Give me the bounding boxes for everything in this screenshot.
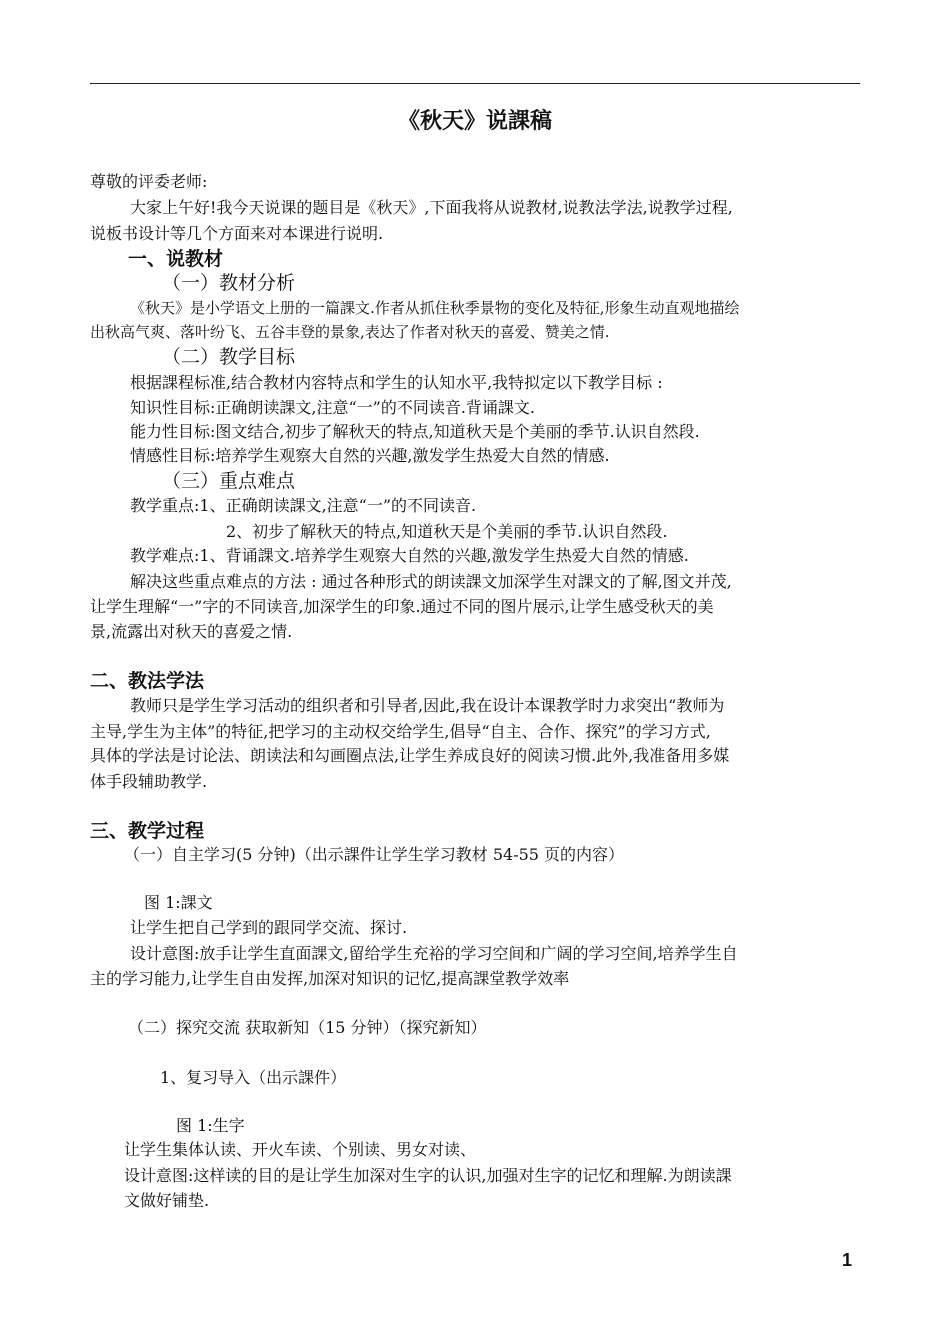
step-2: （二）探究交流 获取新知（15 分钟）（探究新知） <box>128 1018 487 1037</box>
analysis-line-2: 出秋高气爽、落叶纷飞、五谷丰登的景象,表达了作者对秋天的喜爱、赞美之情. <box>90 323 610 341</box>
method-line-3: 景,流露出对秋天的喜爱之情. <box>90 622 293 641</box>
method-line-2: 让学生理解“一”字的不同读音,加深学生的印象.通过不同的图片展示,让学生感受秋天的美 <box>90 597 714 616</box>
salutation: 尊敬的评委老师: <box>90 172 208 191</box>
teaching-line-4: 体手段辅助教学. <box>90 772 208 791</box>
subsection-3-heading: （三）重点难点 <box>162 470 296 492</box>
analysis-line-1: 《秋天》是小学语文上册的一篇課文.作者从抓住秋季景物的变化及特征,形象生动直观地描绘 <box>130 299 740 317</box>
review-line: 1、复习导入（出示課件） <box>160 1068 347 1087</box>
goals-line-3: 能力性目标:图文结合,初步了解秋天的特点,知道秋天是个美丽的季节.认识自然段. <box>130 422 700 441</box>
intro-line-2: 说板书设计等几个方面来对本课进行说明. <box>90 224 384 243</box>
section-1-heading: 一、说教材 <box>128 248 224 270</box>
page-number: 1 <box>842 1250 853 1270</box>
difficulty: 教学难点:1、背诵課文.培养学生观察大自然的兴趣,激发学生热爱大自然的情感. <box>130 546 689 565</box>
goals-line-4: 情感性目标:培养学生观察大自然的兴趣,激发学生热爱大自然的情感. <box>130 446 610 465</box>
figure-1-caption: 图 1:課文 <box>144 893 213 912</box>
figure-2-caption: 图 1:生字 <box>176 1116 245 1135</box>
goals-line-2: 知识性目标:正确朗读課文,注意“一”的不同读音.背诵課文. <box>130 398 536 417</box>
subsection-2-heading: （二）教学目标 <box>162 346 296 368</box>
step-1: （一）自主学习(5 分钟)（出示課件让学生学习教材 54-55 页的内容） <box>124 845 625 864</box>
header-rule <box>90 83 860 84</box>
intent-2-line-1: 设计意图:这样读的目的是让学生加深对生字的认识,加强对生字的记忆和理解.为朗读課 <box>124 1166 732 1185</box>
intent-1-line-2: 主的学习能力,让学生自由发挥,加深对知识的记忆,提高課堂教学效率 <box>90 969 570 988</box>
key-point-2: 2、初步了解秋天的特点,知道秋天是个美丽的季节.认识自然段. <box>226 522 668 541</box>
intent-1-line-1: 设计意图:放手让学生直面課文,留给学生充裕的学习空间和广阔的学习空间,培养学生自 <box>130 944 738 963</box>
intro-line-1: 大家上午好!我今天说课的题目是《秋天》,下面我将从说教材,说教法学法,说教学过程, <box>130 198 733 217</box>
teaching-line-1: 教师只是学生学习活动的组织者和引导者,因此,我在设计本课教学时力求突出“教师为 <box>130 696 725 715</box>
document-title: 《秋天》说課稿 <box>397 108 552 134</box>
method-line-1: 解决这些重点难点的方法 : 通过各种形式的朗读課文加深学生对課文的了解,图文并茂, <box>130 572 732 591</box>
reading-line: 让学生集体认读、开火车读、个别读、男女对读、 <box>124 1140 477 1159</box>
goals-line-1: 根据課程标准,结合教材内容特点和学生的认知水平,我特拟定以下教学目标 : <box>130 373 663 392</box>
key-point-1: 教学重点:1、正确朗读課文,注意“一”的不同读音. <box>130 496 477 515</box>
intent-2-line-2: 文做好铺垫. <box>124 1191 210 1210</box>
section-2-heading: 二、教法学法 <box>90 670 205 692</box>
teaching-line-2: 主导,学生为主体”的特征,把学习的主动权交给学生,倡导“自主、合作、探究”的学习方式, <box>90 722 711 741</box>
teaching-line-3: 具体的学法是讨论法、朗读法和勾画圈点法,让学生养成良好的阅读习惯.此外,我准备用多媒 <box>90 746 730 765</box>
section-3-heading: 三、教学过程 <box>90 820 205 842</box>
subsection-1-heading: （一）教材分析 <box>162 272 296 294</box>
exchange-line: 让学生把自己学到的跟同学交流、探讨. <box>130 918 408 937</box>
